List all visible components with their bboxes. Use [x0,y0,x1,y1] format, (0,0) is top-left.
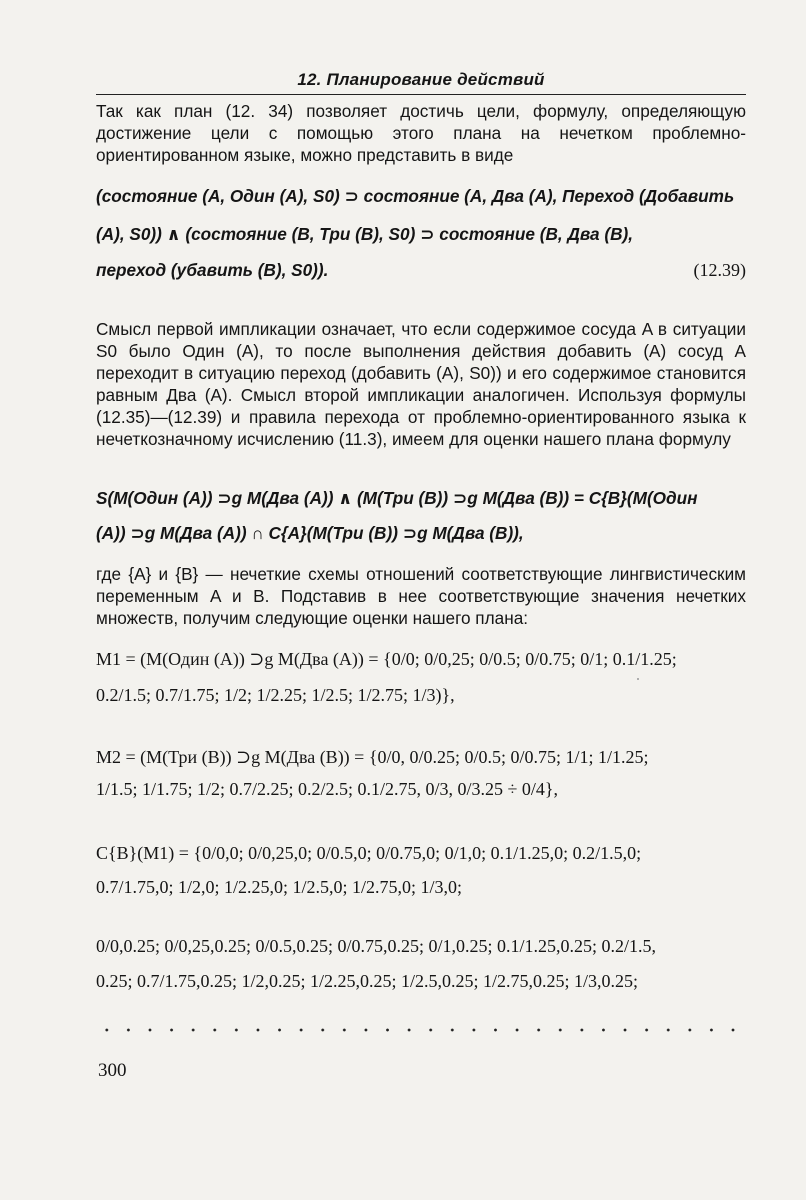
continuation-dots [96,1027,746,1033]
m2-line-1: M2 = (M(Три (B)) ⊃g M(Два (B)) = {0/0, 0/0.25; 0/0.5; 0/0.75; 1/1; 1/1.25; [96,747,649,767]
formula-12-39-line-3-row [96,259,746,281]
cb-line-4: 0.25; 0.7/1.75,0.25; 1/2,0.25; 1/2.25,0.25; 1/2.5,0.25; 1/2.75,0.25; 1/3,0.25; [96,971,639,991]
formula-12-39-line-3: переход (убавить (B), S0)). [96,260,329,280]
paragraph-substitution: где {A} и {B} — нечеткие схемы отношений соответствующие лингвистическим переменным A и B. Подставив в нее соответствующие значения нечетких множеств, получим следующие оценки нашего плана: [96,564,746,628]
paragraph-meaning: Смысл первой импликации означает, что если содержимое сосуда A в ситуации S0 было Один (A), то после выполнения действия добавить (A) сосуд A переходит в ситуацию переход (добавить (A), S0)) и его содержимое становится равным Два (A). Смысл второй импликации аналогичен. Используя формулы (12.35)—(12.39) и правила перехода от проблемно-ориентированного языка к нечеткозначному исчислению (11.3), имеем для оценки нашего плана формулу [96,319,746,449]
cb-line-2: 0.7/1.75,0; 1/2,0; 1/2.25,0; 1/2.5,0; 1/2.75,0; 1/3,0; [96,877,463,897]
formula-s-line-1: S(M(Один (A)) ⊃g M(Два (A)) ∧ (M(Три (B)) ⊃g M(Два (B)) = C{B}(M(Один [96,488,698,508]
page-number: 300 [98,1060,127,1081]
equation-number: (12.39) [693,260,746,280]
formula-s-line-2: (A)) ⊃g M(Два (A)) ∩ C{A}(M(Три (B)) ⊃g M(Два (B)), [96,523,524,543]
m1-line-1: M1 = (M(Один (A)) ⊃g M(Два (A)) = {0/0; 0/0,25; 0/0.5; 0/0.75; 0/1; 0.1/1.25; [96,649,677,669]
cb-line-3: 0/0,0.25; 0/0,25,0.25; 0/0.5,0.25; 0/0.75,0.25; 0/1,0.25; 0.1/1.25,0.25; 0.2/1.5, [96,936,657,956]
running-header: 12. Планирование действий [297,70,545,89]
paragraph-intro: Так как план (12. 34) позволяет достичь цели, формулу, определяющую достижение цели с помощью этого плана на нечетком проблемно-ориентированном языке, можно представить в виде [96,101,746,165]
formula-12-39-line-1: (состояние (A, Один (A), S0) ⊃ состояние (A, Два (A), Переход (Добавить [96,186,735,206]
m1-line-2: 0.2/1.5; 0.7/1.75; 1/2; 1/2.25; 1/2.5; 1/2.75; 1/3)}, [96,685,455,705]
scan-speck [637,678,639,680]
cb-line-1: C{B}(M1) = {0/0,0; 0/0,25,0; 0/0.5,0; 0/0.75,0; 0/1,0; 0.1/1.25,0; 0.2/1.5,0; [96,843,642,863]
m2-line-2: 1/1.5; 1/1.75; 1/2; 0.7/2.25; 0.2/2.5; 0.1/2.75, 0/3, 0/3.25 ÷ 0/4}, [96,779,559,799]
header-rule [96,94,746,95]
formula-12-39-line-2: (A), S0)) ∧ (состояние (B, Три (B), S0) ⊃ состояние (B, Два (B), [96,224,633,244]
